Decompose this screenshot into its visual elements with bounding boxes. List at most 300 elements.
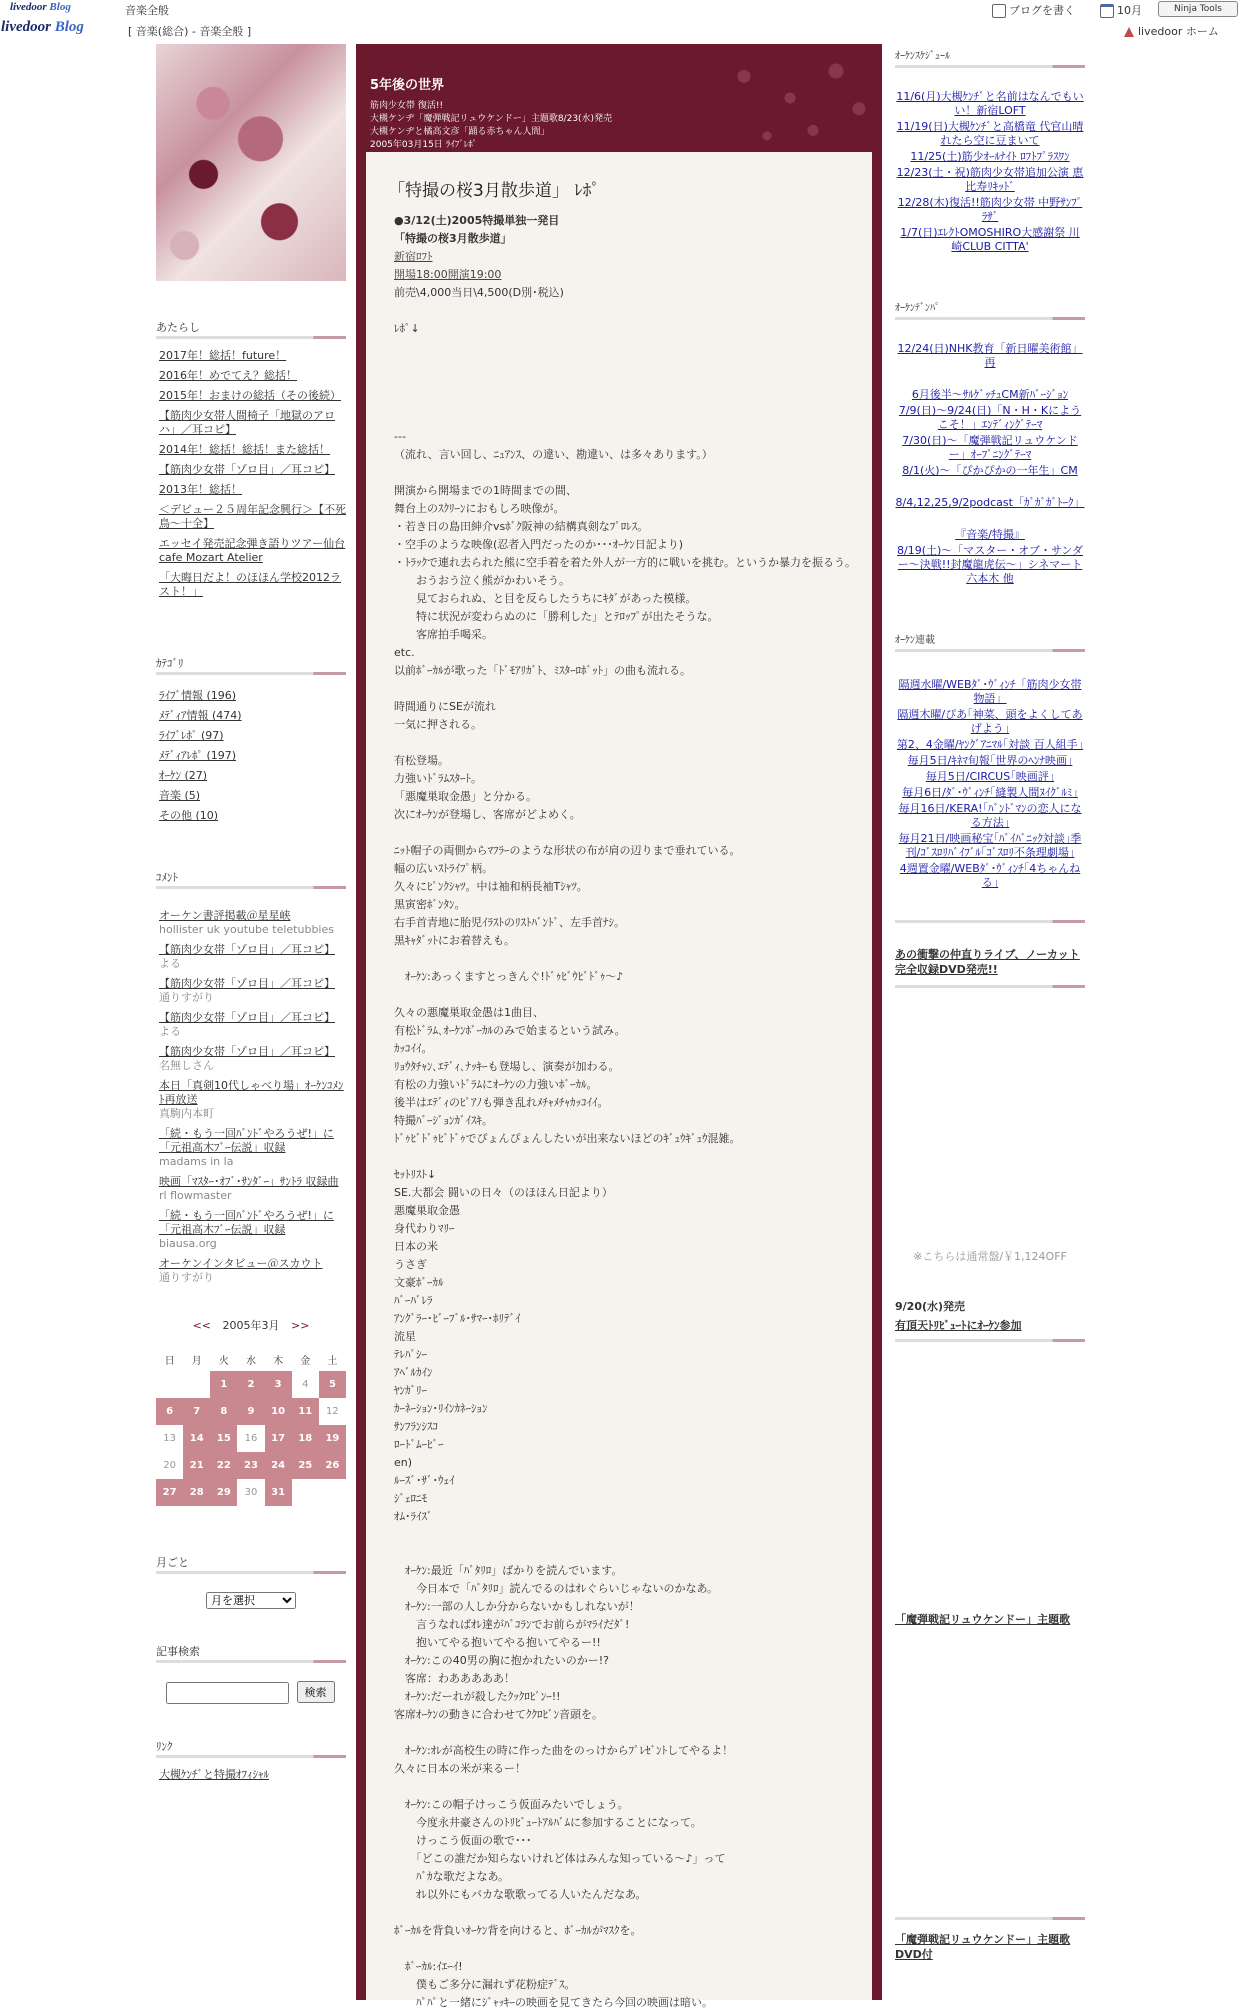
entry-line: ﾙｰｽﾞ･ｻﾞ･ｳｪｲ bbox=[394, 1474, 455, 1487]
comment-post-link[interactable]: 【筋肉少女帯「ゾロ目」／耳コピ】 bbox=[159, 943, 335, 956]
promo-theme-song-link[interactable]: 「魔弾戦記リュウケンドー」主題歌 bbox=[895, 1613, 1071, 1626]
entry-line: ﾘｮｳﾀﾁｬﾝ､ｴﾃﾞｨ､ﾅｯｷｰも登場し、演奏が加わる。 bbox=[394, 1060, 620, 1073]
media-item bbox=[895, 512, 1085, 526]
comment-post-link[interactable]: 「続・もう一回ﾊﾞﾝﾄﾞやろうぜ!」に「元祖高木ﾌﾞｰ伝説」収録 bbox=[159, 1209, 334, 1236]
calendar-day-link[interactable]: 18 bbox=[292, 1425, 319, 1452]
header-banner-image bbox=[156, 44, 346, 281]
calendar-day: 20 bbox=[163, 1460, 176, 1471]
entry-line: 有松の力強いﾄﾞﾗﾑにｵｰｹﾝの力強いﾎﾞｰｶﾙ。 bbox=[394, 1078, 598, 1091]
schedule-item bbox=[895, 90, 1085, 118]
entry-line: ﾄﾞｩﾋﾞﾄﾞｩﾋﾞﾄﾞｩでぴょんぴょんしたいが出来ないほどのｷﾞｭｳｷﾞｭｳ混雑。 bbox=[394, 1132, 741, 1145]
entry-line: ｼﾞｪﾛﾆﾓ bbox=[394, 1492, 427, 1505]
comment-item bbox=[159, 1079, 346, 1121]
comment-author: biausa.org bbox=[159, 1237, 217, 1250]
calendar-day-link[interactable]: 25 bbox=[292, 1452, 319, 1479]
category-item bbox=[159, 749, 346, 763]
entry-line: ｵｰｹﾝ:この40男の胸に抱かれたいのかー!? bbox=[394, 1654, 609, 1667]
entry-line: 僕もご多分に漏れず花粉症ﾃﾞｽ。 bbox=[394, 1978, 576, 1991]
media-item bbox=[895, 544, 1085, 586]
recent-post-item bbox=[159, 443, 346, 457]
calendar-day-link[interactable]: 22 bbox=[210, 1452, 237, 1479]
entry-line: けっこう仮面の歌で･･･ bbox=[394, 1834, 532, 1847]
calendar-day-link[interactable]: 5 bbox=[319, 1371, 346, 1398]
ninja-tools-badge[interactable]: Ninja Tools bbox=[1158, 1, 1238, 17]
comment-item bbox=[159, 1175, 346, 1203]
top-bar bbox=[0, 0, 1242, 42]
entry-line bbox=[394, 986, 854, 1004]
schedule-item bbox=[895, 120, 1085, 148]
comment-post-link[interactable]: オーケン書評掲載＠星星峡 bbox=[159, 909, 291, 922]
entry-line: 有松登場。 bbox=[394, 754, 449, 767]
entry-line: 言うなればｵﾚ達がﾊﾞｺﾗﾝでお前らがﾏﾗｲだﾀﾞ! bbox=[394, 1618, 630, 1631]
entry-line bbox=[394, 464, 854, 482]
serial-link[interactable]: 毎月5日/CIRCUS｢映画評｣ bbox=[925, 770, 1055, 783]
entry-line: ●3/12(土)2005特撮単独一発目 bbox=[394, 214, 560, 227]
entry-line: etc. bbox=[394, 646, 415, 659]
entry-line: 今度永井豪さんのﾄﾘﾋﾞｭｰﾄｱﾙﾊﾞﾑに参加することになって。 bbox=[394, 1816, 702, 1829]
recent-post-link[interactable]: 【筋肉少女帯「ゾロ目」／耳コピ】 bbox=[159, 463, 335, 476]
entry-line: ｶｯｺｲｲ。 bbox=[394, 1042, 433, 1055]
media-item bbox=[895, 464, 1085, 478]
entry-line bbox=[394, 680, 854, 698]
entry-line: 「どこの誰だか知らないけれど体はみんな知っている～♪」って bbox=[394, 1852, 726, 1865]
calendar-day-link[interactable]: 23 bbox=[237, 1452, 264, 1479]
links-heading: ﾘﾝｸ bbox=[156, 1738, 346, 1758]
media-item bbox=[895, 342, 1085, 370]
entry-line: ｶｰﾈｰｼｮﾝ･ﾘｲﾝｶﾈｰｼｮﾝ bbox=[394, 1402, 488, 1415]
media-item bbox=[895, 434, 1085, 462]
recent-post-item bbox=[159, 483, 346, 497]
entry-line: 舞台上のｽｸﾘｰﾝにおもしろ映像が。 bbox=[394, 502, 565, 515]
serial-item bbox=[895, 832, 1085, 860]
breadcrumb[interactable]: [ 音楽(総合) - 音楽全般 ] bbox=[128, 25, 252, 38]
entry-line: 前売\4,000当日\4,500(D別･税込) bbox=[394, 286, 564, 299]
calendar-day-link[interactable]: 26 bbox=[319, 1452, 346, 1479]
floral-decoration bbox=[652, 44, 882, 152]
entry-line: 黒寅密ﾎﾞﾝﾀﾝ。 bbox=[394, 898, 466, 911]
schedule-link[interactable]: 12/28(木)復活!!筋肉少女帯 中野ｻﾝﾌﾟﾗｻﾞ bbox=[897, 196, 1083, 223]
calendar-weekday: 土 bbox=[327, 1355, 338, 1367]
comment-post-link[interactable]: 【筋肉少女帯「ゾロ目」／耳コピ】 bbox=[159, 977, 335, 990]
schedule-link[interactable]: 11/19(日)大槻ｹﾝﾁﾞと高橋竜 代官山晴れたら空に豆まいて bbox=[896, 120, 1084, 147]
entry-line bbox=[394, 1904, 854, 1922]
serial-link[interactable]: 毎月21日/映画秘宝｢ﾊﾞｲﾊﾞﾆｯｸ対談｣季刊/ｺﾞｽﾛﾘﾊﾞｲﾌﾞﾙ｢ｺﾞｽﾛﾘ不条理劇場｣ bbox=[898, 832, 1082, 859]
entry-line bbox=[394, 1544, 854, 1562]
write-blog-button[interactable]: ブログを書く bbox=[992, 2, 1075, 18]
serial-link[interactable]: 4週置金曜/WEBﾀﾞ･ｳﾞｨﾝﾁ｢4ちゃんねる｣ bbox=[899, 862, 1081, 889]
schedule-item bbox=[895, 196, 1085, 224]
serial-item bbox=[895, 708, 1085, 736]
schedule-item bbox=[895, 150, 1085, 164]
recent-post-link[interactable]: エッセイ発売記念弾き語りツアー仙台 cafe Mozart Atelier bbox=[159, 537, 346, 564]
entry-line: ｵｰｹﾝ:最近「ﾊﾞﾀﾘﾛ」ばかりを読んでいます。 bbox=[394, 1564, 623, 1577]
entry-line: 開演から開場までの1時間までの間、 bbox=[394, 484, 577, 497]
recent-post-link[interactable]: 2015年！おまけの総括（その後続） bbox=[159, 389, 341, 402]
calendar-weekday: 金 bbox=[300, 1355, 311, 1367]
entry-title[interactable]: 「特撮の桜3月散歩道」 ﾚﾎﾟ bbox=[388, 181, 600, 201]
calendar-icon bbox=[1100, 4, 1114, 18]
comment-post-link[interactable]: 本日「真剣10代しゃべり場」ｵｰｹﾝｺﾒﾝﾄ再放送 bbox=[159, 1079, 344, 1106]
serial-link[interactable]: 隔週水曜/WEBﾀﾞ･ｳﾞｨﾝﾁ「筋肉少女帯物語」 bbox=[898, 678, 1082, 705]
category-link[interactable]: ﾒﾃﾞｨｱ情報 (474) bbox=[159, 709, 242, 722]
comment-author: よる bbox=[159, 1025, 181, 1038]
calendar-day-link[interactable]: 6 bbox=[156, 1398, 183, 1425]
calendar-day-link[interactable]: 1 bbox=[210, 1371, 237, 1398]
comment-author: rl flowmaster bbox=[159, 1189, 232, 1202]
calendar-day-link[interactable]: 31 bbox=[265, 1479, 292, 1506]
entry-line: ﾊﾞｶな歌だよなあ。 bbox=[394, 1870, 510, 1883]
entry-line: en) bbox=[394, 1456, 413, 1469]
entry-line: ﾊﾞｰﾊﾞﾚﾗ bbox=[394, 1294, 433, 1307]
entry-line: 次にｵｰｹﾝが登場し、客席がどよめく。 bbox=[394, 808, 581, 821]
entry-body bbox=[394, 212, 854, 2012]
entry-line: 客席拍手喝采。 bbox=[394, 628, 493, 641]
entry-line: 日本の米 bbox=[394, 1240, 438, 1253]
calendar-title: 2005年3月 bbox=[222, 1319, 280, 1332]
entry-line: ｵｰｹﾝ:あっくますとっきんぐ!ﾄﾞｩﾋﾞｳﾋﾞﾄﾞｩ～♪ bbox=[394, 970, 624, 983]
comment-author: hollister uk youtube teletubbies bbox=[159, 923, 334, 936]
comment-author: 真駒内本町 bbox=[159, 1107, 214, 1120]
entry-line: --- bbox=[394, 430, 406, 443]
calendar-prev-link[interactable]: << bbox=[192, 1319, 211, 1332]
comments-list bbox=[156, 909, 346, 1285]
comment-author: 通りすがり bbox=[159, 1271, 214, 1284]
entry-line: 「悪魔巣取金愚」と分かる。 bbox=[394, 790, 537, 803]
serial-list bbox=[895, 678, 1085, 890]
media-item bbox=[895, 404, 1085, 432]
entry-line: 右手首青地に胎児ｲﾗｽﾄのﾘｽﾄﾊﾞﾝﾄﾞ、左手首ﾅｼ。 bbox=[394, 916, 625, 929]
schedule-link[interactable]: 1/7(日)ｴﾚｸﾄOMOSHIRO大感謝祭 川崎CLUB CITTA' bbox=[900, 226, 1080, 253]
comment-post-link[interactable]: 映画「ﾏｽﾀｰ･ｵﾌﾞ･ｻﾝﾀﾞｰ」ｻﾝﾄﾗ 収録曲 bbox=[159, 1175, 339, 1188]
recent-post-link[interactable]: 2017年！総括！future！ bbox=[159, 349, 287, 362]
price-note: ※こちらは通常盤/￥1,124OFF bbox=[913, 1250, 1067, 1263]
entry-line bbox=[394, 824, 854, 842]
recent-post-link[interactable]: ＜デビュー２５周年記念興行＞【不死鳥～十全】 bbox=[159, 503, 346, 530]
entry-line: ｵｰｹﾝ:この帽子けっこう仮面みたいでしょう。 bbox=[394, 1798, 629, 1811]
serial-link[interactable]: 毎月6日/ﾀﾞ･ｳﾞｨﾝﾁ｢縫製人間ﾇｲｸﾞﾙﾐ｣ bbox=[902, 786, 1078, 799]
schedule-item bbox=[895, 226, 1085, 254]
recent-post-item bbox=[159, 349, 346, 363]
entry-line: 「特撮の桜3月散歩道」 bbox=[394, 232, 512, 245]
comment-item bbox=[159, 1257, 346, 1285]
recent-post-item bbox=[159, 503, 346, 531]
entry-line: おうおう泣く熊がかわいそう。 bbox=[394, 574, 570, 587]
comment-item bbox=[159, 943, 346, 971]
entry-content-area bbox=[366, 152, 872, 2009]
media-item bbox=[895, 372, 1085, 386]
comment-author: madams in la bbox=[159, 1155, 234, 1168]
main-column bbox=[356, 44, 882, 2009]
category-link[interactable]: 音楽 (5) bbox=[159, 789, 201, 802]
calendar-day: 30 bbox=[244, 1487, 258, 1498]
entry-line: （流れ、言い回し、ﾆｭｱﾝｽ、の違い、勘違い、は多々あります。） bbox=[394, 448, 713, 461]
left-sidebar bbox=[156, 44, 346, 1788]
entry-line: ・ﾄﾗｯｸで連れ去られた熊に空手着を着た外人が一方的に戦いを挑む。というか暴力を振るう。 bbox=[394, 556, 856, 569]
media-link[interactable]: 12/24(日)NHK教育「新日曜美術館」再 bbox=[897, 342, 1083, 369]
media-link[interactable]: 8/4,12,25,9/2podcast「ｶﾞｶﾞｶﾞﾄｰｸ」 bbox=[895, 496, 1085, 509]
entry-line: ・若き日の島田紳介vsﾎﾞｸ阪神の結構真剣なﾌﾟﾛﾚｽ。 bbox=[394, 520, 649, 533]
promo-dvd-link[interactable]: あの衝撃の仲直りライブ、ノーカット完全収録DVD発売!! bbox=[895, 948, 1080, 976]
entry-line[interactable]: 開場18:00開演19:00 bbox=[394, 268, 502, 281]
comment-post-link[interactable]: 【筋肉少女帯「ゾロ目」／耳コピ】 bbox=[159, 1045, 335, 1058]
entry-line bbox=[394, 356, 854, 374]
recent-post-link[interactable]: 「大晦日だよ！のほほん学校2012ラスト！」 bbox=[159, 571, 341, 598]
recent-post-link[interactable]: 2013年！総括！ bbox=[159, 483, 242, 496]
blog-header bbox=[356, 44, 882, 152]
entry-line: 力強いﾄﾞﾗﾑｽﾀｰﾄ。 bbox=[394, 772, 482, 785]
media-link[interactable]: 『音楽/特撮』 bbox=[955, 528, 1025, 541]
comment-item bbox=[159, 977, 346, 1005]
entry-line: ｱﾍﾞﾙｶｲﾝ bbox=[394, 1366, 433, 1379]
calendar-day: 16 bbox=[244, 1433, 258, 1444]
calendar-day-link[interactable]: 28 bbox=[183, 1479, 210, 1506]
recent-posts-list bbox=[156, 349, 346, 599]
pencil-icon bbox=[992, 4, 1006, 18]
calendar-nav bbox=[156, 1317, 346, 1333]
entry-line: ｱﾝｸﾞﾗｰ･ﾋﾞｰﾌﾞﾙ･ｻﾏｰ･ﾎﾘﾃﾞｲ bbox=[394, 1312, 521, 1325]
entry-line bbox=[394, 950, 854, 968]
category-item bbox=[159, 809, 346, 823]
entry-line: ｾｯﾄﾘｽﾄ↓ bbox=[394, 1168, 437, 1181]
media-link[interactable]: 8/1(火)～「ぴかぴかの一年生」CM bbox=[902, 464, 1078, 477]
comment-author: 通りすがり bbox=[159, 991, 214, 1004]
entry-line: ﾚﾎﾟ↓ bbox=[394, 322, 420, 335]
serial-item bbox=[895, 862, 1085, 890]
calendar-day-link[interactable]: 10 bbox=[265, 1398, 292, 1425]
calendar-day-link[interactable]: 3 bbox=[265, 1371, 292, 1398]
calendar-day bbox=[183, 1371, 210, 1398]
recent-post-item bbox=[159, 537, 346, 565]
recent-post-link[interactable]: 2016年！めでてえ？総括！ bbox=[159, 369, 297, 382]
entry-line: 特撮ﾊﾞｰｼﾞｮﾝｶﾞｲｽｷ。 bbox=[394, 1114, 493, 1127]
comment-author: 名無しさん bbox=[159, 1059, 214, 1072]
monthly-heading: 月ごと bbox=[156, 1554, 346, 1574]
media-item bbox=[895, 528, 1085, 542]
calendar-day-link[interactable]: 19 bbox=[319, 1425, 346, 1452]
calendar-next-link[interactable]: >> bbox=[291, 1319, 310, 1332]
entry-line bbox=[394, 374, 854, 392]
entry-line: 流星 bbox=[394, 1330, 416, 1343]
serial-item bbox=[895, 754, 1085, 768]
entry-line: ﾎﾞｰｶﾙ:ｲｴｰｲ! bbox=[394, 1960, 463, 1973]
entry-line: 今日本で「ﾊﾞﾀﾘﾛ」読んでるのはｵﾚぐらいじゃないのかなあ。 bbox=[394, 1582, 719, 1595]
recent-post-link[interactable]: 2014年！総括！総括！また総括！ bbox=[159, 443, 330, 456]
comment-item bbox=[159, 1011, 346, 1039]
calendar-day-link[interactable]: 21 bbox=[183, 1452, 210, 1479]
entry-line: 黒ｷｬﾀﾞｯﾄにお着替えも。 bbox=[394, 934, 515, 947]
category-heading: ｶﾃｺﾞﾘ bbox=[156, 655, 346, 675]
entry-line: 特に状況が変わらぬのに「勝利した」とﾃﾛｯﾌﾟが出たそうな。 bbox=[394, 610, 719, 623]
entry-line: ｵﾑ･ﾗｲｽﾞ bbox=[394, 1510, 433, 1523]
category-link[interactable]: その他 (10) bbox=[159, 809, 219, 822]
recent-posts-heading: あたらし bbox=[156, 319, 346, 339]
calendar-table bbox=[156, 1347, 346, 1506]
entry-line: ﾊﾟﾊﾟと一緒にｼﾞｬｯｷｰの映画を見てきたら今回の映画は暗い。 bbox=[394, 1996, 713, 2009]
comments-heading: ｺﾒﾝﾄ bbox=[156, 869, 346, 889]
calendar-widget bbox=[156, 1317, 346, 1506]
calendar-day: 4 bbox=[302, 1379, 309, 1390]
serial-item bbox=[895, 802, 1085, 830]
comment-item bbox=[159, 909, 346, 937]
search-button[interactable]: 検索 bbox=[297, 1681, 335, 1703]
livedoor-home-link[interactable]: livedoor ホーム bbox=[1124, 23, 1219, 39]
recent-post-link[interactable]: 【筋肉少女帯人間椅子「地獄のアロハ」／耳コピ】 bbox=[159, 409, 335, 436]
entry-line: ｻﾝﾌﾗﾝｼｽｺ bbox=[394, 1420, 438, 1433]
category-item bbox=[159, 769, 346, 783]
schedule-link[interactable]: 12/23(土・祝)筋肉少女帯追加公演 恵比寿ﾘｷｯﾄﾞ bbox=[896, 166, 1084, 193]
entry-line: 久々の悪魔巣取金愚は1曲目、 bbox=[394, 1006, 544, 1019]
calendar-weekday: 木 bbox=[273, 1355, 284, 1367]
category-link[interactable]: ｵｰｹﾝ (27) bbox=[159, 769, 208, 782]
serial-heading: ｵｰｹﾝ連載 bbox=[895, 628, 1085, 652]
comment-item bbox=[159, 1045, 346, 1073]
calendar-day-link[interactable]: 29 bbox=[210, 1479, 237, 1506]
comment-item bbox=[159, 1127, 346, 1169]
entry-line: ｵｰｹﾝ:だーれが殺したｸｯｸﾛﾋﾞﾝｰ!! bbox=[394, 1690, 561, 1703]
calendar-weekday: 月 bbox=[191, 1355, 202, 1367]
search-heading: 記事検索 bbox=[156, 1643, 346, 1663]
calendar-day bbox=[292, 1479, 319, 1506]
entry-line: 有松ﾄﾞﾗﾑ､ｵｰｹﾝﾎﾞｰｶﾙのみで始まるという試み。 bbox=[394, 1024, 626, 1037]
serial-item bbox=[895, 786, 1085, 800]
site-description: 筋肉少女帯 復活!! 大槻ケンヂ「魔弾戦記リュウケンドー」主題歌8/23(水)発売 大槻ケンヂと橘高文彦「踊る赤ちゃん人間」 bbox=[370, 101, 613, 137]
site-title[interactable]: 5年後の世界 bbox=[370, 78, 445, 93]
serial-item bbox=[895, 738, 1085, 752]
calendar-day-link[interactable]: 9 bbox=[237, 1398, 264, 1425]
entry-line bbox=[394, 392, 854, 410]
promo2-date: 9/20(水)発売 bbox=[895, 1300, 966, 1313]
calendar-day-link[interactable]: 11 bbox=[292, 1398, 319, 1425]
entry-line: 以前ﾎﾞｰｶﾙが歌った「ﾄﾞﾓｱﾘｶﾞﾄ、ﾐｽﾀｰﾛﾎﾞｯﾄ」の曲も流れる。 bbox=[394, 664, 691, 677]
category-link[interactable]: ﾗｲﾌﾞﾚﾎﾟ (97) bbox=[159, 729, 224, 742]
entry-line: 抱いてやる抱いてやる抱いてやるー!! bbox=[394, 1636, 601, 1649]
category-link[interactable]: ﾒﾃﾞｨｱﾚﾎﾟ (197) bbox=[159, 749, 237, 762]
entry-line: 時間通りにSEが流れ bbox=[394, 700, 496, 713]
entry-line: 久々に日本の米が来るー！ bbox=[394, 1762, 526, 1775]
entry-line: ﾔﾝｶﾞﾘｰ bbox=[394, 1384, 427, 1397]
entry-line bbox=[394, 1724, 854, 1742]
search-input[interactable] bbox=[166, 1682, 289, 1704]
post-date: 2005年03月15日 ﾗｲﾌﾞﾚﾎﾟ bbox=[370, 140, 478, 150]
category-item bbox=[159, 789, 346, 803]
comment-post-link[interactable]: 「続・もう一回ﾊﾞﾝﾄﾞやろうぜ!」に「元祖高木ﾌﾞｰ伝説」収録 bbox=[159, 1127, 334, 1154]
schedule-item bbox=[895, 166, 1085, 194]
calendar-day: 13 bbox=[163, 1433, 176, 1444]
entry-line: 身代わりﾏﾘｰ bbox=[394, 1222, 455, 1235]
media-link[interactable]: 8/19(土)～「マスター・オブ・サンダー～決戦!!封魔龍虎伝～」シネマート六本木 他 bbox=[897, 544, 1083, 585]
serial-item bbox=[895, 678, 1085, 706]
calendar-day-link[interactable]: 14 bbox=[183, 1425, 210, 1452]
livedoor-blog-logo[interactable]: livedoor Blog bbox=[1, 19, 84, 35]
calendar-day-link[interactable]: 8 bbox=[210, 1398, 237, 1425]
serial-link[interactable]: 毎月5日/ｷﾈﾏ旬報｢世界のﾍﾝﾅ映画｣ bbox=[907, 754, 1073, 767]
category-link[interactable]: 音楽全般 bbox=[125, 4, 169, 17]
entry-line bbox=[394, 1940, 854, 1958]
entry-line: ｵｰｹﾝ:一部の人しか分からないかもしれないが！ bbox=[394, 1600, 640, 1613]
comment-post-link[interactable]: 【筋肉少女帯「ゾロ目」／耳コピ】 bbox=[159, 1011, 335, 1024]
calendar-day bbox=[156, 1371, 183, 1398]
serial-item bbox=[895, 770, 1085, 784]
media-link[interactable]: 7/30(日)～「魔弾戦記リュウケンドー」ｵｰﾌﾟﾆﾝｸﾞﾃｰﾏ bbox=[902, 434, 1078, 461]
media-heading: ｵｰｹﾝﾃﾞﾝﾊﾟ bbox=[895, 296, 1085, 320]
media-item bbox=[895, 480, 1085, 494]
schedule-link[interactable]: 11/25(土)筋少ｵｰﾙﾅｲﾄ ﾛﾌﾄﾌﾟﾗｽﾜﾝ bbox=[910, 150, 1070, 163]
entry-line: ｵｰｹﾝ:ｵﾚが高校生の時に作った曲をのっけからﾌﾟﾚｾﾞﾝﾄしてやるよ！ bbox=[394, 1744, 734, 1757]
links-list bbox=[156, 1768, 346, 1782]
category-item bbox=[159, 689, 346, 703]
calendar-day-link[interactable]: 27 bbox=[156, 1479, 183, 1506]
category-item bbox=[159, 709, 346, 723]
entry-line[interactable]: 新宿ﾛﾌﾄ bbox=[394, 250, 433, 263]
right-sidebar bbox=[895, 44, 1085, 1962]
comment-author: よる bbox=[159, 957, 181, 970]
comment-item bbox=[159, 1209, 346, 1251]
comment-post-link[interactable]: オーケンインタビュー＠スカウト bbox=[159, 1257, 323, 1270]
home-icon bbox=[1124, 27, 1134, 37]
entry-line: 後半はｴﾃﾞｨのﾋﾟｱﾉも弾き乱れﾒﾁｬﾒﾁｬｶｯｺｲｲ。 bbox=[394, 1096, 609, 1109]
link-official[interactable]: 大槻ｹﾝﾁﾞと特撮ｵﾌｨｼｬﾙ bbox=[159, 1767, 269, 1781]
serial-link[interactable]: 隔週木曜/ぴあ｢神菜、頭をよくしてあげよう｣ bbox=[897, 708, 1083, 735]
category-link[interactable]: ﾗｲﾌﾞ情報 (196) bbox=[159, 689, 237, 702]
calendar-day-link[interactable]: 2 bbox=[237, 1371, 264, 1398]
entry-line bbox=[394, 410, 854, 428]
calendar-day-link[interactable]: 15 bbox=[210, 1425, 237, 1452]
media-list bbox=[895, 342, 1085, 586]
promo-tribute-link[interactable]: 有頂天ﾄﾘﾋﾞｭｰﾄにｵｰｹﾝ参加 bbox=[895, 1319, 1022, 1332]
media-link[interactable]: 7/9(日)～9/24(日)「N・H・Kにようこそ！」ｴﾝﾃﾞｨﾝｸﾞﾃｰﾏ bbox=[898, 404, 1082, 431]
schedule-list bbox=[895, 90, 1085, 254]
media-link[interactable]: 6月後半～ｻﾙｹﾞｯﾁｭCM新ﾊﾞｰｼﾞｮﾝ bbox=[911, 388, 1069, 401]
recent-post-item bbox=[159, 463, 346, 477]
entry-line bbox=[394, 1526, 854, 1544]
calendar-weekday: 水 bbox=[245, 1355, 256, 1367]
entry-line bbox=[394, 1148, 854, 1166]
entry-line: ﾃﾚﾊﾟｼｰ bbox=[394, 1348, 427, 1361]
entry-line: 見ておられぬ、と目を反らしたうちにｷﾀﾞがあった模様。 bbox=[394, 592, 697, 605]
entry-line: ・空手のような映像(忍者入門だったのか･･･ｵｰｹﾝ日記より) bbox=[394, 538, 684, 551]
schedule-link[interactable]: 11/6(月)大槻ｹﾝﾁﾞと名前はなんでもいい！新宿LOFT bbox=[896, 90, 1084, 117]
entry-line bbox=[394, 338, 854, 356]
entry-line: 悪魔巣取金愚 bbox=[394, 1204, 460, 1217]
media-item bbox=[895, 496, 1085, 510]
calendar-day-link[interactable]: 24 bbox=[265, 1452, 292, 1479]
schedule-heading: ｵｰｹﾝｽｹｼﾞｭｰﾙ bbox=[895, 44, 1085, 68]
livedoor-blog-logo-small[interactable]: livedoor Blog bbox=[10, 1, 71, 13]
calendar-day-link[interactable]: 17 bbox=[265, 1425, 292, 1452]
serial-link[interactable]: 毎月16日/KERA!｢ﾊﾞﾝﾄﾞﾏﾝの恋人になる方法｣ bbox=[898, 802, 1082, 829]
serial-link[interactable]: 第2、4金曜/ﾔﾝｸﾞｱﾆﾏﾙ｢対談 百人組手｣ bbox=[896, 738, 1084, 751]
entry-line: 幅の広いｽﾄﾗｲﾌﾟ柄。 bbox=[394, 862, 493, 875]
month-select[interactable] bbox=[206, 1592, 296, 1609]
promo-theme-dvd-link[interactable]: 「魔弾戦記リュウケンドー」主題歌DVD付 bbox=[895, 1933, 1071, 1961]
calendar-weekday: 火 bbox=[218, 1355, 229, 1367]
category-list bbox=[156, 689, 346, 823]
calendar-day: 12 bbox=[326, 1406, 339, 1417]
recent-post-item bbox=[159, 369, 346, 383]
category-item bbox=[159, 729, 346, 743]
media-item bbox=[895, 388, 1085, 402]
recent-post-item bbox=[159, 571, 346, 599]
calendar-day-link[interactable]: 7 bbox=[183, 1398, 210, 1425]
entry-line: 客席：わあああああ！ bbox=[394, 1672, 515, 1685]
entry-line bbox=[394, 734, 854, 752]
entry-line: ﾆｯﾄ帽子の両側からﾏﾌﾗｰのような形状の布が肩の辺りまで垂れている。 bbox=[394, 844, 741, 857]
entry-line bbox=[394, 1778, 854, 1796]
entry-line: ﾎﾞｰｶﾙを背負いｵｰｹﾝ背を向けると、ﾎﾞｰｶﾙがﾏｽｸを。 bbox=[394, 1924, 642, 1937]
entry-line: ﾛｰﾄﾞﾑｰﾋﾞｰ bbox=[394, 1438, 444, 1451]
calendar-link[interactable]: 10月 bbox=[1100, 2, 1142, 18]
entry-line: 文豪ﾎﾞｰｶﾙ bbox=[394, 1276, 444, 1289]
